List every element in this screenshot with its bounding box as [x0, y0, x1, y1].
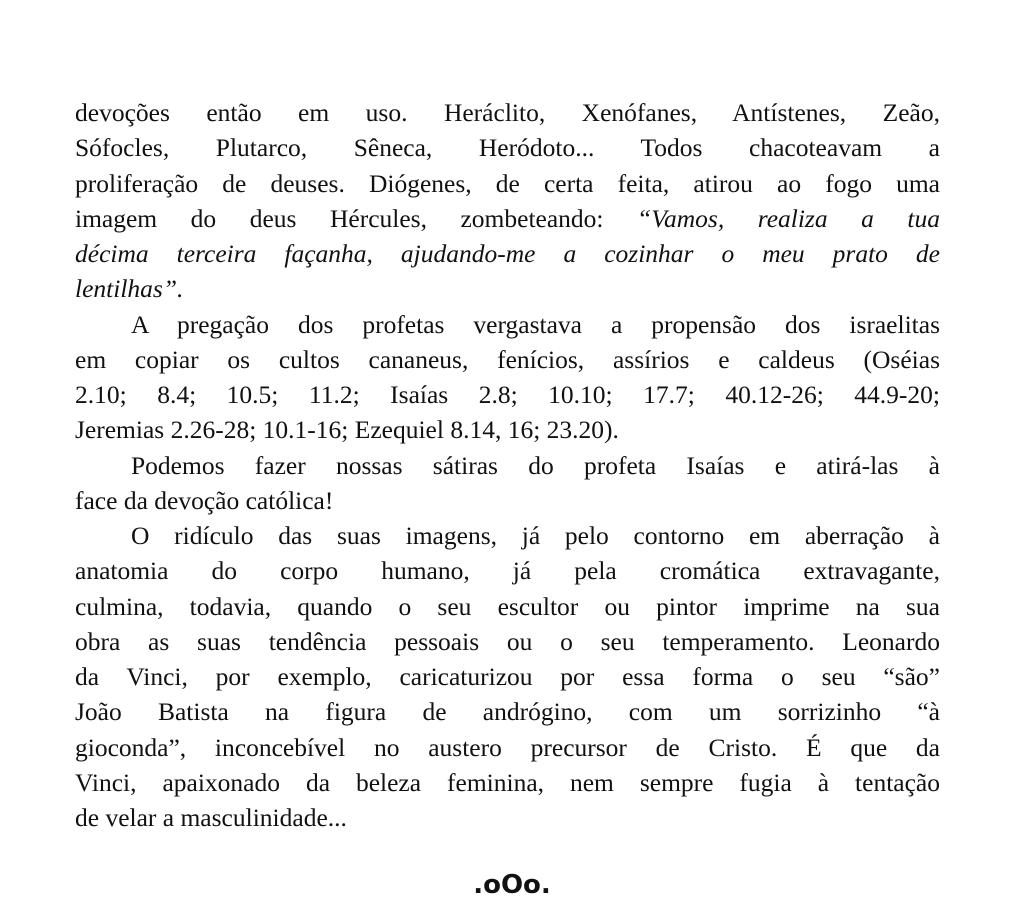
text-segment: imagem do deus Hércules, zombeteando:	[75, 203, 638, 233]
text-line: obra as suas tendência pessoais ou o seu temperamento. Leonardo	[75, 626, 940, 656]
text-line: 2.10; 8.4; 10.5; 11.2; Isaías 2.8; 10.10; 17.7; 40.12-26; 44.9-20;	[75, 380, 940, 409]
text-line: da Vinci, por exemplo, caricaturizou por essa forma o seu “são”	[75, 662, 940, 691]
text-line: Sófocles, Plutarco, Sêneca, Heródoto... Todos chacoteavam a	[75, 133, 940, 163]
paragraph-3	[75, 448, 940, 519]
document-body	[75, 95, 940, 835]
text-line: culmina, todavia, quando o seu escultor ou pintor imprime na sua	[75, 591, 940, 621]
text-line: Vinci, apaixonado da beleza feminina, nem sempre fugia à tentação	[75, 767, 940, 797]
text-line: O ridículo das suas imagens, já pelo contorno em aberração à	[131, 521, 940, 550]
text-line: devoções então em uso. Heráclito, Xenófanes, Antístenes, Zeão,	[75, 98, 940, 127]
text-line: João Batista na figura de andrógino, com um sorrizinho “à	[75, 697, 940, 727]
quote-italic: lentilhas”.	[75, 274, 184, 304]
text-line	[75, 201, 940, 236]
text-line: A pregação dos profetas vergastava a propensão dos israelitas	[131, 309, 940, 339]
quote-italic: “Vamos, realiza a tua	[637, 203, 940, 233]
text-line: gioconda”, inconcebível no austero precursor de Cristo. É que da	[75, 732, 940, 762]
text-line: anatomia do corpo humano, já pela cromática extravagante,	[75, 556, 940, 586]
text-line: Jeremias 2.26-28; 10.1-16; Ezequiel 8.14, 16; 23.20).	[75, 415, 619, 445]
text-line: de velar a masculinidade...	[75, 803, 347, 832]
text-line: em copiar os cultos cananeus, fenícios, assírios e caldeus (Oséias	[75, 344, 940, 374]
text-line: face da devoção católica!	[75, 485, 334, 515]
text-line: proliferação de deuses. Diógenes, de certa feita, atirou ao fogo uma	[75, 168, 940, 198]
text-line: Podemos fazer nossas sátiras do profeta Isaías e atirá-las à	[131, 450, 940, 480]
paragraph-4	[75, 518, 940, 835]
quote-italic: décima terceira façanha, ajudando-me a cozinhar o meu prato de	[75, 239, 940, 268]
section-separator: .oOo.	[473, 870, 551, 900]
paragraph-1	[75, 95, 940, 307]
paragraph-2	[75, 307, 940, 448]
